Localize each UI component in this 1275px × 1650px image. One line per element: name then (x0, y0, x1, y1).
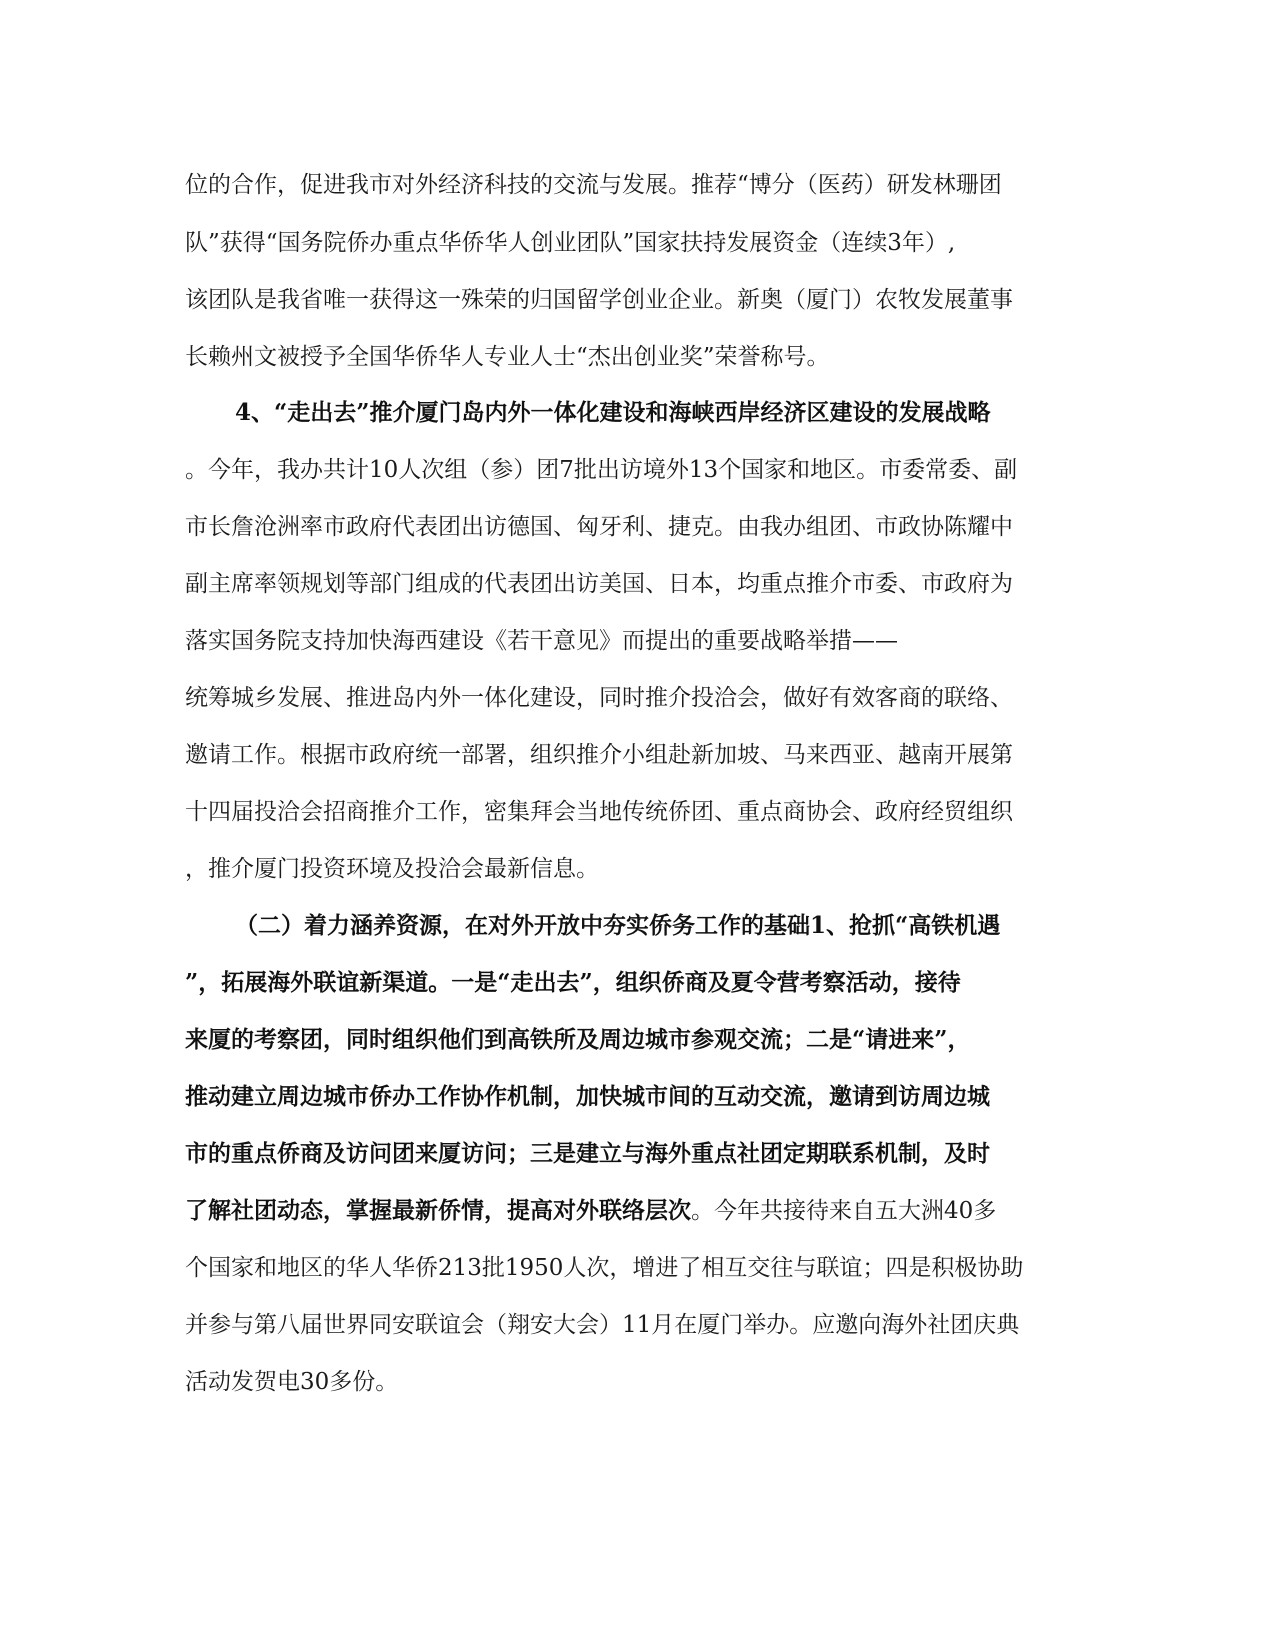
bold-text-line: 推动建立周边城市侨办工作协作机制，加快城市间的互动交流，邀请到访周边城 (185, 1083, 990, 1110)
text-line: 统筹城乡发展、推进岛内外一体化建设，同时推介投洽会，做好有效客商的联络、 (185, 685, 1013, 711)
bold-segment: 了解社团动态，掌握最新侨情，提高对外联络层次 (185, 1197, 691, 1224)
text-line: 十四届投洽会招商推介工作，密集拜会当地传统侨团、重点商协会、政府经贸组织 (185, 799, 1013, 825)
text-line: 该团队是我省唯一获得这一殊荣的归国留学创业企业。新奥（厦门）农牧发展董事 (185, 287, 1013, 313)
text-line: 副主席率领规划等部门组成的代表团出访美国、日本，均重点推介市委、市政府为 (185, 571, 1013, 597)
bold-text-line: ”，拓展海外联谊新渠道。一是“走出去”，组织侨商及夏令营考察活动，接待 (185, 969, 961, 996)
text-line: 市长詹沧洲率市政府代表团出访德国、匈牙利、捷克。由我办组团、市政协陈耀中 (185, 514, 1013, 540)
text-line: 队”获得“国务院侨办重点华侨华人创业团队”国家扶持发展资金（连续3年）, (185, 230, 956, 256)
text-line: 。今年，我办共计10人次组（参）团7批出访境外13个国家和地区。市委常委、副 (185, 457, 1018, 483)
bold-text-line: 来厦的考察团，同时组织他们到高铁所及周边城市参观交流；二是“请进来”， (185, 1026, 971, 1053)
text-line: ，推介厦门投资环境及投洽会最新信息。 (185, 856, 599, 882)
text-line: 邀请工作。根据市政府统一部署，组织推介小组赴新加坡、马来西亚、越南开展第 (185, 742, 1013, 768)
section-heading-line: 4、“走出去”推介厦门岛内外一体化建设和海峡西岸经济区建设的发展战略 (235, 399, 991, 426)
text-line: 位的合作，促进我市对外经济科技的交流与发展。推荐“博分（医药）研发林珊团 (185, 172, 1002, 198)
text-line: 活动发贺电30多份。 (185, 1369, 399, 1395)
text-line: 并参与第八届世界同安联谊会（翔安大会）11月在厦门举办。应邀向海外社团庆典 (185, 1312, 1020, 1338)
text-line: 长赖州文被授予全国华侨华人专业人士“杰出创业奖”荣誉称号。 (185, 344, 830, 370)
text-line: 个国家和地区的华人华侨213批1950人次，增进了相互交往与联谊；四是积极协助 (185, 1255, 1024, 1281)
bold-text-line: 市的重点侨商及访问团来厦访问；三是建立与海外重点社团定期联系机制，及时 (185, 1140, 990, 1167)
section-heading-line: （二）着力涵养资源，在对外开放中夯实侨务工作的基础1、抢抓“高铁机遇 (235, 912, 1001, 939)
text-line: 落实国务院支持加快海西建设《若干意见》而提出的重要战略举措—— (185, 628, 898, 654)
mixed-text-line (185, 1191, 1085, 1231)
regular-segment: 。今年共接待来自五大洲40多 (691, 1198, 997, 1224)
